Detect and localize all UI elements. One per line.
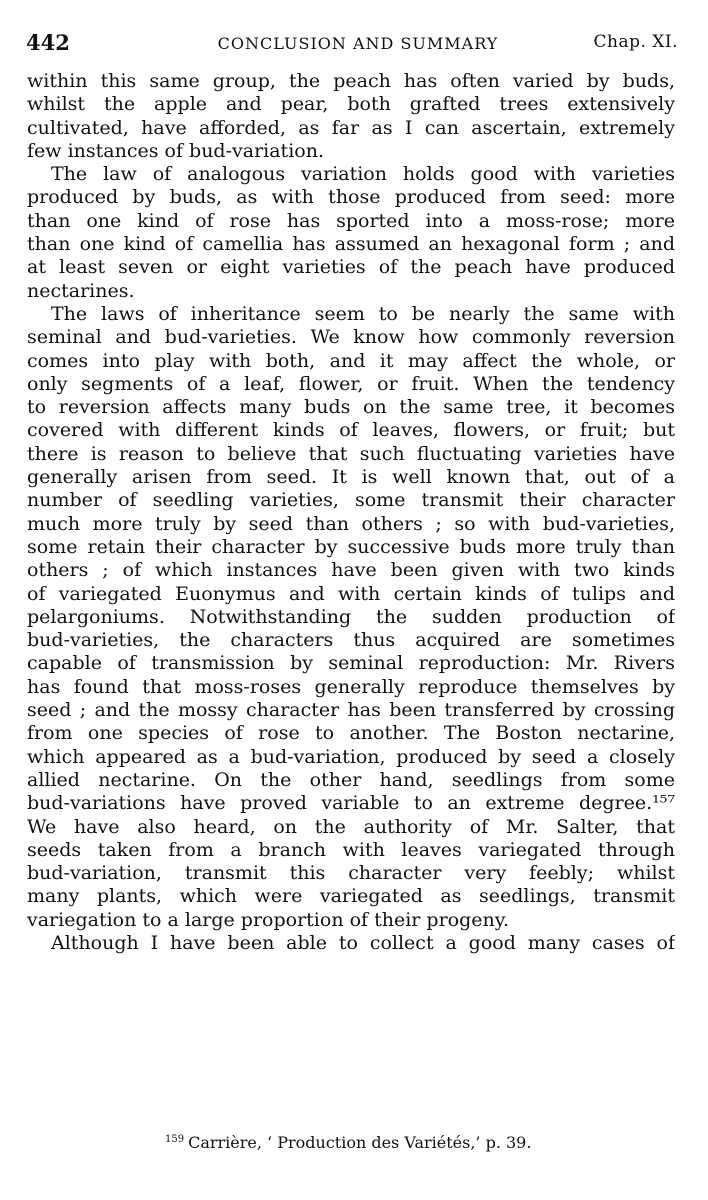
text-line: at least seven or eight varieties of the peach have produced xyxy=(27,256,675,279)
running-title: CONCLUSION AND SUMMARY xyxy=(217,34,499,53)
text-line: allied nectarine. On the other hand, seedlings from some xyxy=(27,768,675,791)
text-line: capable of transmission by seminal reproduction: Mr. Rivers xyxy=(27,652,675,675)
text-line: few instances of bud-variation. xyxy=(27,139,324,162)
footnote-text: Carrière, ‘ Production des Variétés,’ p. 39. xyxy=(188,1133,532,1152)
text-line: seed ; and the mossy character has been transferred by crossing xyxy=(27,699,675,722)
text-line: than one kind of rose has sported into a moss-rose; more xyxy=(27,209,675,232)
text-line: others ; of which instances have been given with two kinds xyxy=(27,559,675,582)
page-number: 442 xyxy=(26,30,70,55)
text-line: there is reason to believe that such fluctuating varieties have xyxy=(27,442,675,465)
text-line: seeds taken from a branch with leaves variegated through xyxy=(27,838,675,861)
text-line: much more truly by seed than others ; so with bud-varieties, xyxy=(27,512,675,535)
text-line: many plants, which were variegated as seedlings, transmit xyxy=(27,885,675,908)
footnote xyxy=(165,1133,531,1152)
text-line: pelargoniums. Notwithstanding the sudden production of xyxy=(27,605,675,628)
text-line: bud-varieties, the characters thus acquired are sometimes xyxy=(27,629,675,652)
footnote-marker: 159 xyxy=(165,1134,185,1145)
body-text xyxy=(27,70,675,955)
text-line: generally arisen from seed. It is well known that, out of a xyxy=(27,466,675,489)
text-line: some retain their character by successive buds more truly than xyxy=(27,535,675,558)
text-line: whilst the apple and pear, both grafted trees extensively xyxy=(27,93,675,116)
text-line: comes into play with both, and it may affect the whole, or xyxy=(27,349,675,372)
paragraph-first-line: The laws of inheritance seem to be nearly the same with xyxy=(51,302,675,325)
text-line: of variegated Euonymus and with certain kinds of tulips and xyxy=(27,582,675,605)
text-line: seminal and bud-varieties. We know how commonly reversion xyxy=(27,326,675,349)
paragraph-first-line: The law of analogous variation holds good with varieties xyxy=(51,163,675,186)
text-line: We have also heard, on the authority of Mr. Salter, that xyxy=(27,815,675,838)
text-line: only segments of a leaf, flower, or fruit. When the tendency xyxy=(27,372,675,395)
text-line: than one kind of camellia has assumed an hexagonal form ; and xyxy=(27,233,675,256)
paragraph-first-line: Although I have been able to collect a good many cases of xyxy=(51,931,675,954)
text-line: bud-variation, transmit this character very feebly; whilst xyxy=(27,862,675,885)
text-line: which appeared as a bud-variation, produced by seed a closely xyxy=(27,745,675,768)
text-line: number of seedling varieties, some transmit their character xyxy=(27,489,675,512)
text-line: from one species of rose to another. The Boston nectarine, xyxy=(27,722,675,745)
text-line: has found that moss-roses generally reproduce themselves by xyxy=(27,675,675,698)
text-line: cultivated, have afforded, as far as I can ascertain, extremely xyxy=(27,116,675,139)
text-line: produced by buds, as with those produced from seed: more xyxy=(27,186,675,209)
text-line: nectarines. xyxy=(27,279,135,302)
text-line: within this same group, the peach has often varied by buds, xyxy=(27,70,675,92)
chapter-label: Chap. XI. xyxy=(593,32,678,52)
text-line: covered with different kinds of leaves, flowers, or fruit; but xyxy=(27,419,675,442)
text-line: variegation to a large proportion of their progeny. xyxy=(27,908,509,931)
text-line: to reversion affects many buds on the same tree, it becomes xyxy=(27,396,675,419)
page-header xyxy=(26,30,678,60)
text-line: bud-variations have proved variable to an extreme degree.¹⁵⁷ xyxy=(27,792,675,815)
